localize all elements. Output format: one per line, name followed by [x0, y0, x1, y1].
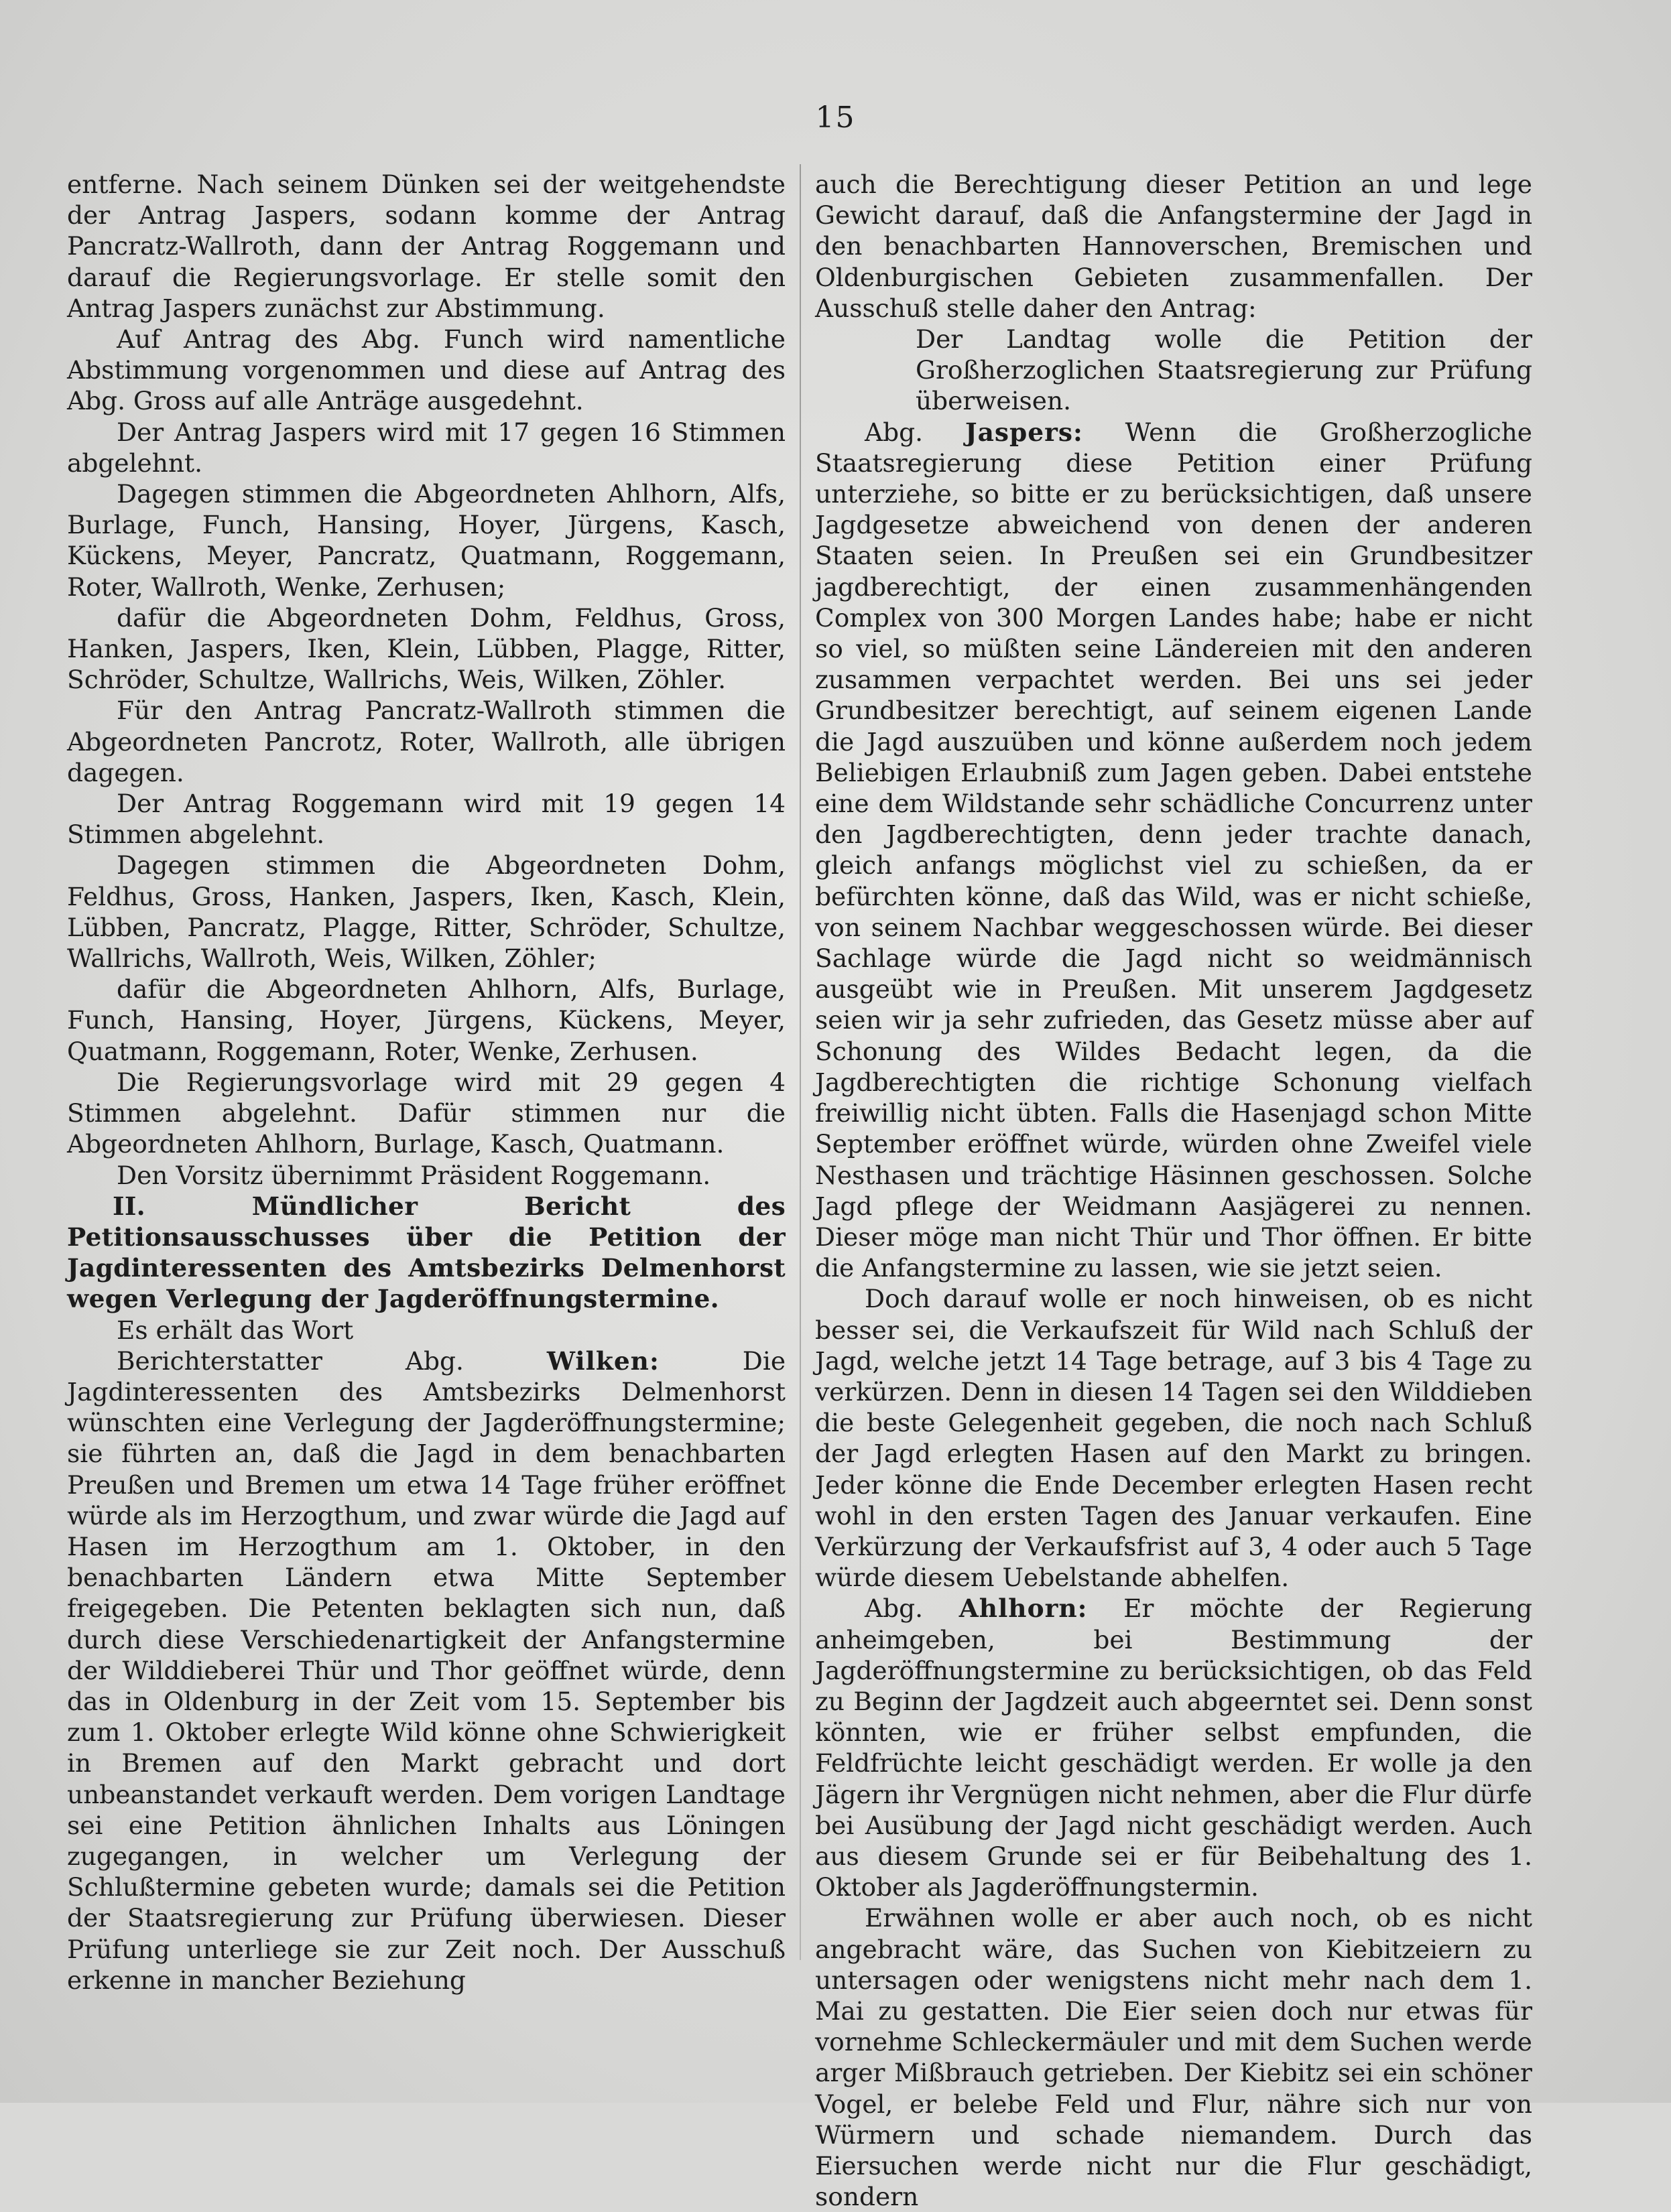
speaker-name: Jaspers: — [965, 417, 1083, 447]
paragraph: Erwähnen wolle er aber auch noch, ob es nicht angebracht wäre, das Suchen von Kiebitzeiern zu untersagen oder wenigstens nicht mehr nach dem 1. Mai zu gestatten. Die Eier seien doch nur etwas für vornehme Schleckermäuler und mit dem Suchen werde arger Mißbrauch getrieben. Der Kiebitz sei ein schöner Vogel, er belebe Feld und Flur, nähre sich nur von Würmern und schade niemandem. Durch das Eiersuchen werde nicht nur die Flur geschädigt, sondern — [815, 1903, 1532, 2212]
paragraph: Der Antrag Roggemann wird mit 19 gegen 14 Stimmen abgelehnt. — [67, 789, 786, 850]
paragraph: Auf Antrag des Abg. Funch wird namentliche Abstimmung vorgenommen und diese auf Antrag des Abg. Gross auf alle Anträge ausgedehnt. — [67, 324, 786, 416]
column-divider — [800, 164, 801, 1960]
speech-text: Wenn die Großherzogliche Staatsregierung diese Petition einer Prüfung unterziehe, so bitte er zu berücksichtigen, daß unsere Jagdgesetze abweichend von denen der anderen Staaten seien. In Preußen sei ein Grundbesitzer jagdberechtigt, der einen zusammenhängenden Complex von 300 Morgen Landes habe; habe er nicht so viel, so müßten seine Ländereien mit den anderen zusammen verpachtet werden. Bei uns sei jeder Grundbesitzer berechtigt, auf seinem eigenen Lande die Jagd auszuüben und könne außerdem noch jedem Beliebigen Erlaubniß zum Jagen geben. Dabei entstehe eine dem Wildstande sehr schädliche Concurrenz unter den Jagdberechtigten, denn jeder trachte danach, gleich anfangs möglichst viel zu schießen, da er befürchten könne, daß das Wild, was er nicht schieße, von seinem Nachbar weggeschossen würde. Bei dieser Sachlage würde die Jagd nicht so weidmännisch ausgeübt wie in Preußen. Mit unserem Jagdgesetz seien wir ja sehr zufrieden, das Gesetz müsse aber auf Schonung des Wildes Bedacht legen, da die Jagdberechtigten die richtige Schonung vielfach freiwillig nicht übten. Falls die Hasenjagd schon Mitte September eröffnet würde, würden ohne Zweifel viele Nesthasen und trächtige Häsinnen geschossen. Solche Jagd pflege der Weidmann Aasjägerei zu nennen. Dieser möge man nicht Thür und Thor öffnen. Er bitte die Anfangstermine zu lassen, wie sie jetzt seien. — [815, 417, 1532, 1283]
paragraph: Der Antrag Jaspers wird mit 17 gegen 16 Stimmen abgelehnt. — [67, 417, 786, 478]
speaker-name: Wilken: — [546, 1346, 660, 1376]
paragraph: Für den Antrag Pancratz-Wallroth stimmen die Abgeordneten Pancrotz, Roter, Wallroth, alle übrigen dagegen. — [67, 696, 786, 787]
speech-text: Die Jagdinteressenten des Amtsbezirks Delmenhorst wünschten eine Verlegung der Jagderöffnungstermine; sie führten an, daß die Jagd in dem benachbarten Preußen und Bremen um etwa 14 Tage früher eröffnet würde als im Herzogthum, und zwar würde die Jagd auf Hasen im Herzogthum am 1. Oktober, in den benachbarten Ländern etwa Mitte September freigegeben. Die Petenten beklagten sich nun, daß durch diese Verschiedenartigkeit der Anfangstermine der Wilddieberei Thür und Thor geöffnet würde, denn das in Oldenburg in der Zeit vom 15. September bis zum 1. Oktober erlegte Wild könne ohne Schwierigkeit in Bremen auf den Markt gebracht und dort unbeanstandet verkauft werden. Dem vorigen Landtage sei eine Petition ähnlichen Inhalts aus Löningen zugegangen, in welcher um Verlegung der Schlußtermine gebeten wurde; damals sei die Petition der Staatsregierung zur Prüfung überwiesen. Dieser Prüfung unterliege sie zur Zeit noch. Der Ausschuß erkenne in mancher Beziehung — [67, 1346, 786, 1995]
section-heading: II. Mündlicher Bericht des Petitionsausschusses über die Petition der Jagdinteressenten des Amtsbezirks Delmenhorst wegen Verlegung der Jagderöffnungstermine. — [67, 1191, 786, 1314]
paragraph: Den Vorsitz übernimmt Präsident Roggemann. — [117, 1160, 711, 1190]
motion-quote: Der Landtag wolle die Petition der Großherzoglichen Staatsregierung zur Prüfung überweisen. — [916, 324, 1532, 416]
speech-paragraph — [67, 1346, 786, 1996]
speech-lead: Berichterstatter Abg. — [117, 1346, 547, 1376]
speech-lead: Abg. — [865, 417, 965, 447]
paragraph: Doch darauf wolle er noch hinweisen, ob es nicht besser sei, die Verkaufszeit für Wild nach Schluß der Jagd, welche jetzt 14 Tage betrage, auf 3 bis 4 Tage zu verkürzen. Denn in diesen 14 Tagen sei den Wilddieben die beste Gelegenheit gegeben, die noch nach Schluß der Jagd erlegten Hasen auf den Markt zu bringen. Jeder könne die Ende December erlegten Hasen recht wohl in den ersten Tagen des Januar verkaufen. Eine Verkürzung der Verkaufsfrist auf 3, 4 oder auch 5 Tage würde diesem Uebelstande abhelfen. — [815, 1284, 1532, 1593]
paragraph: Dagegen stimmen die Abgeordneten Dohm, Feldhus, Gross, Hanken, Jaspers, Iken, Kasch, Klein, Lübben, Pancratz, Plagge, Ritter, Schröder, Schultze, Wallrichs, Wallroth, Weis, Wilken, Zöhler; — [67, 850, 786, 974]
left-column — [67, 169, 786, 1996]
paragraph: Die Regierungsvorlage wird mit 29 gegen 4 Stimmen abgelehnt. Dafür stimmen nur die Abgeordneten Ahlhorn, Burlage, Kasch, Quatmann. — [67, 1067, 786, 1159]
paragraph: entferne. Nach seinem Dünken sei der weitgehendste der Antrag Jaspers, sodann komme der Antrag Pancratz-Wallroth, dann der Antrag Roggemann und darauf die Regierungsvorlage. Er stelle somit den Antrag Jaspers zunächst zur Abstimmung. — [67, 170, 786, 323]
right-column — [815, 169, 1532, 2212]
paragraph: Dagegen stimmen die Abgeordneten Ahlhorn, Alfs, Burlage, Funch, Hansing, Hoyer, Jürgens, Kasch, Kückens, Meyer, Pancratz, Quatmann, Roggemann, Roter, Wallroth, Wenke, Zerhusen; — [67, 479, 786, 602]
speech-paragraph — [815, 417, 1532, 1284]
paragraph: dafür die Abgeordneten Ahlhorn, Alfs, Burlage, Funch, Hansing, Hoyer, Jürgens, Kückens, Meyer, Quatmann, Roggemann, Roter, Wenke, Zerhusen. — [67, 974, 786, 1066]
paragraph: auch die Berechtigung dieser Petition an und lege Gewicht darauf, daß die Anfangstermine der Jagd in den benachbarten Hannoverschen, Bremischen und Oldenburgischen Gebieten zusammenfallen. Der Ausschuß stelle daher den Antrag: — [815, 170, 1532, 323]
paragraph: Es erhält das Wort — [117, 1315, 354, 1345]
speaker-name: Ahlhorn: — [958, 1593, 1088, 1624]
paragraph: dafür die Abgeordneten Dohm, Feldhus, Gross, Hanken, Jaspers, Iken, Klein, Lübben, Plagge, Ritter, Schröder, Schultze, Wallrichs, Weis, Wilken, Zöhler. — [67, 602, 786, 695]
speech-text: Er möchte der Regierung anheimgeben, bei Bestimmung der Jagderöffnungstermine zu berücksichtigen, ob das Feld zu Beginn der Jagdzeit auch abgeerntet sei. Denn sonst könnten, wie er früher selbst empfunden, die Feldfrüchte leicht geschädigt werden. Er wolle ja den Jägern ihr Vergnügen nicht nehmen, aber die Flur dürfe bei Ausübung der Jagd nicht geschädigt werden. Auch aus diesem Grunde sei er für Beibehaltung des 1. Oktober als Jagderöffnungstermin. — [815, 1593, 1532, 1902]
speech-lead: Abg. — [865, 1593, 959, 1624]
page-number: 15 — [815, 101, 856, 135]
speech-paragraph — [815, 1593, 1532, 1902]
